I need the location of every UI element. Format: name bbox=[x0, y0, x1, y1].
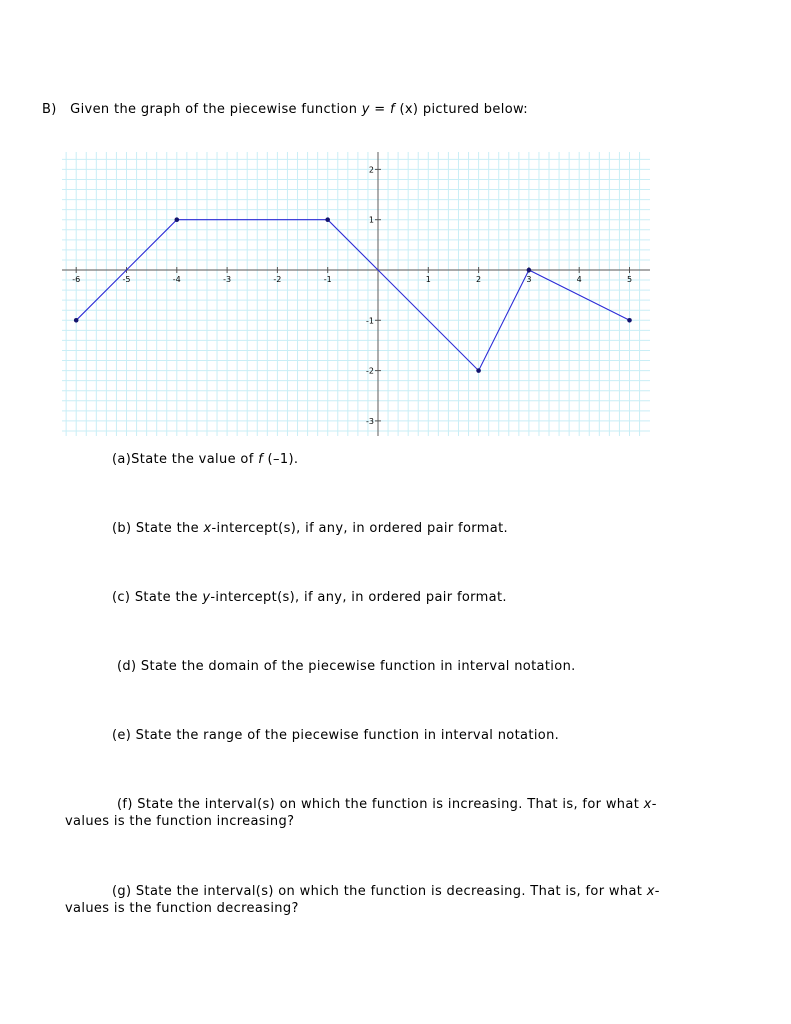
x-tick-label: 3 bbox=[526, 275, 532, 284]
data-point bbox=[325, 217, 330, 222]
data-point bbox=[476, 368, 481, 373]
question-f bbox=[117, 796, 657, 813]
data-point bbox=[527, 268, 532, 273]
heading-tail: pictured below: bbox=[418, 102, 528, 117]
question-g-cont-text: values is the function decreasing? bbox=[65, 901, 299, 916]
question-f-text: (f) State the interval(s) on which the function is increasing. That is, for what bbox=[117, 797, 644, 812]
question-g-text: (g) State the interval(s) on which the function is decreasing. That is, for what bbox=[112, 884, 647, 899]
heading-f: f bbox=[390, 102, 395, 117]
data-point bbox=[175, 217, 180, 222]
x-tick-label: -6 bbox=[72, 275, 81, 284]
data-point bbox=[74, 318, 79, 323]
question-g-x: x bbox=[646, 884, 655, 899]
graph-series bbox=[74, 217, 632, 373]
question-e-text: (e) State the range of the piecewise function in interval notation. bbox=[112, 728, 560, 743]
y-tick-label: 1 bbox=[368, 215, 374, 225]
y-tick-label: -3 bbox=[366, 416, 374, 426]
graph-axes bbox=[62, 152, 650, 436]
question-c bbox=[112, 589, 507, 606]
question-f-cont-text: values is the function increasing? bbox=[65, 814, 295, 829]
graph-grid bbox=[62, 152, 650, 436]
question-f-cont bbox=[65, 813, 294, 830]
function-graph bbox=[62, 152, 650, 436]
question-c-y: y bbox=[202, 590, 211, 605]
x-tick-label: 1 bbox=[425, 275, 431, 284]
question-c-tail: -intercept(s), if any, in ordered pair format. bbox=[210, 590, 507, 605]
question-e bbox=[112, 727, 559, 744]
data-point bbox=[627, 318, 632, 323]
function-line bbox=[76, 220, 629, 371]
x-tick-label: 2 bbox=[476, 275, 482, 284]
x-tick-label: -3 bbox=[223, 275, 232, 284]
x-tick-label: -4 bbox=[172, 275, 181, 284]
problem-heading bbox=[42, 101, 528, 118]
heading-eq: = bbox=[369, 102, 391, 117]
question-c-text: (c) State the bbox=[112, 590, 203, 605]
heading-y: y bbox=[361, 102, 370, 117]
question-g-cont bbox=[65, 900, 299, 917]
question-b-tail: -intercept(s), if any, in ordered pair format. bbox=[211, 521, 508, 536]
question-g bbox=[112, 883, 660, 900]
problem-label: B) bbox=[42, 102, 57, 117]
question-b bbox=[112, 520, 508, 537]
question-b-text: (b) State the bbox=[112, 521, 204, 536]
question-a bbox=[112, 451, 298, 468]
question-b-x: x bbox=[203, 521, 212, 536]
question-f-hyphen: - bbox=[651, 797, 657, 812]
question-d-text: (d) State the domain of the piecewise function in interval notation. bbox=[117, 659, 576, 674]
question-f-x: x bbox=[643, 797, 652, 812]
question-a-f: f bbox=[258, 452, 264, 467]
x-tick-label: 5 bbox=[626, 275, 633, 284]
question-g-hyphen: - bbox=[654, 884, 660, 899]
x-tick-label: -5 bbox=[122, 275, 131, 284]
y-tick-label: -2 bbox=[366, 366, 374, 376]
y-tick-label: 2 bbox=[368, 165, 374, 175]
y-tick-label: -1 bbox=[366, 316, 374, 326]
heading-x: (x) bbox=[394, 102, 419, 117]
x-tick-label: -2 bbox=[273, 275, 282, 284]
x-tick-label: -1 bbox=[323, 275, 332, 284]
question-d bbox=[117, 658, 576, 675]
question-a-text: (a)State the value of bbox=[112, 452, 259, 467]
heading-text: Given the graph of the piecewise function bbox=[70, 102, 362, 117]
question-a-arg: (–1). bbox=[263, 452, 299, 467]
x-tick-label: 4 bbox=[576, 275, 582, 284]
